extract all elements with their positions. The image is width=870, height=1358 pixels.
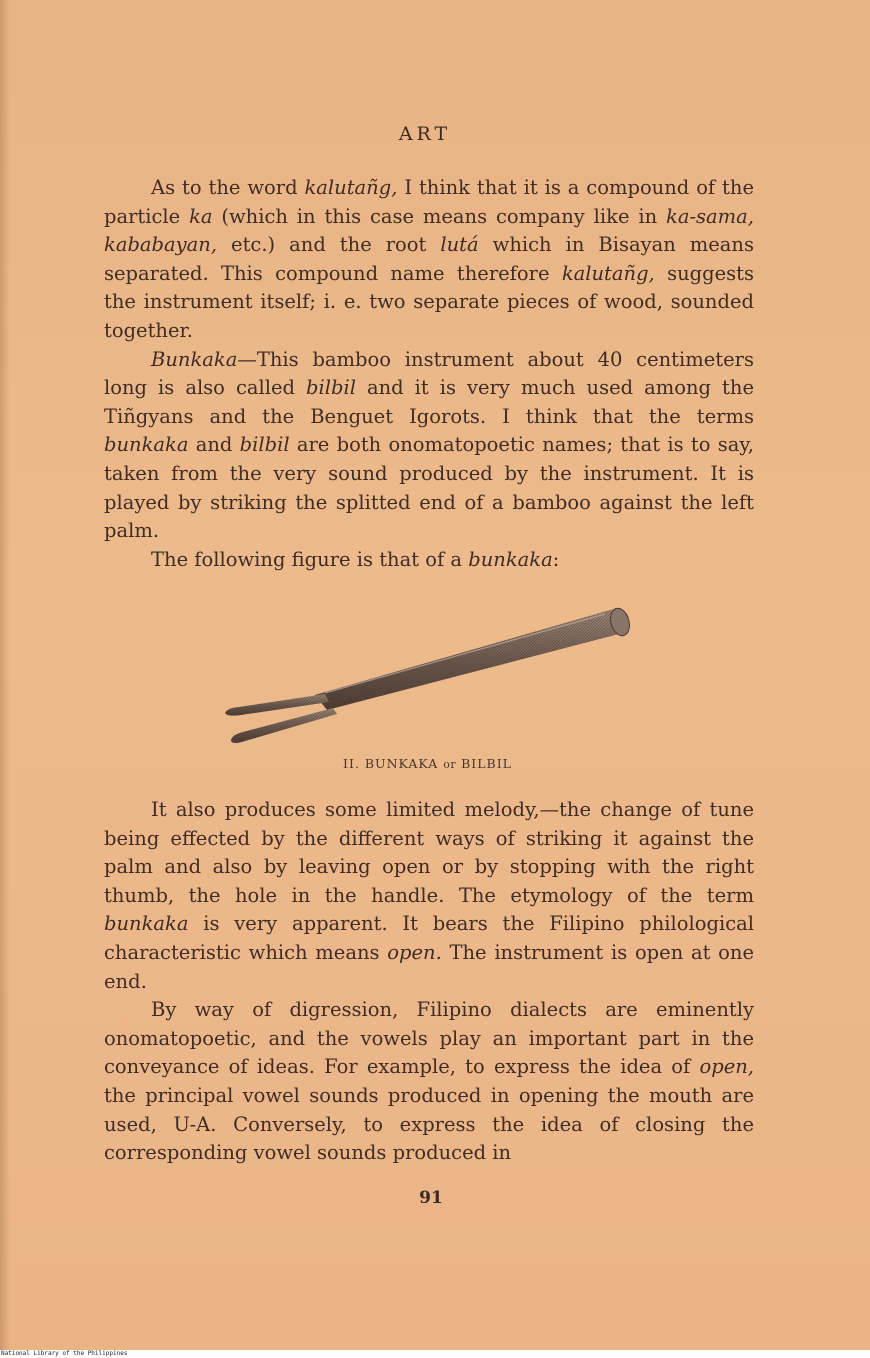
bamboo-tube <box>225 606 633 743</box>
text-block-top <box>104 174 754 574</box>
figure-caption <box>0 756 855 771</box>
italic-term: bunkaka <box>104 912 189 936</box>
italic-term: bilbil <box>306 376 356 400</box>
italic-term: bunkaka <box>104 433 189 457</box>
text-run: is very apparent. It bears the Filipino philological characteristic which means <box>104 912 754 964</box>
text-run: suggests the instrument itself; i. e. two separate pieces of wood, sounded together. <box>104 261 754 342</box>
italic-term: kalutañg, <box>561 261 655 285</box>
italic-term: ka-sama, kababayan, <box>104 204 754 257</box>
text-run: and <box>188 433 240 457</box>
paragraph <box>104 796 754 996</box>
italic-term: ka <box>189 204 213 228</box>
text-run: As to the word <box>151 176 305 199</box>
paragraph <box>104 546 754 575</box>
italic-term: open. <box>387 940 442 964</box>
page-number: 91 <box>419 1188 443 1208</box>
text-run: which in Bisayan means separated. This compound name therefore <box>104 233 754 285</box>
footer-credit: National Library of the Philippines <box>1 1350 128 1357</box>
italic-term: lutá <box>440 233 479 257</box>
text-run: (which in this case means company like in <box>212 204 667 228</box>
text-run: The following figure is that of a <box>151 547 469 571</box>
text-run: and it is very much used among the Tiñgyans and the Benguet Igorots. I think that the terms <box>104 376 754 428</box>
text-run: I think that it is a compound of the particle <box>104 176 754 228</box>
figure-caption-title: II. BUNKAKA <box>343 756 439 771</box>
italic-term: Bunkaka <box>151 347 238 371</box>
italic-term: bunkaka <box>468 547 553 571</box>
bunkaka-figure <box>215 598 635 748</box>
text-run: The instrument is open at one end. <box>104 940 754 993</box>
paragraph <box>104 346 754 546</box>
text-run: By way of digression, Filipino dialects are eminently onomatopoetic, and the vowels play an important part in the conveyance of ideas. For example, to express the idea of <box>104 998 754 1079</box>
italic-term: bilbil <box>239 433 290 457</box>
figure-caption-alt-name: BILBIL <box>461 756 512 771</box>
text-run: It also produces some limited melody,—the change of tune being effected by the different ways of striking it against the palm and also by leaving open or by stopping with the right thumb, the hole in the handle. The etymology of the term <box>104 798 754 907</box>
text-block-bottom <box>104 796 754 1168</box>
paragraph <box>104 174 754 346</box>
figure-caption-conjunction: or <box>443 758 457 771</box>
text-run: : <box>552 547 560 571</box>
text-run: etc.) and the root <box>217 233 441 257</box>
text-run: are both onomatopoetic names; that is to say, taken from the very sound produced by the instrument. It is played by striking the splitted end of a bamboo against the left palm. <box>104 433 754 543</box>
paragraph <box>104 996 754 1168</box>
page-binding-shadow <box>0 0 10 1350</box>
italic-term: kalutañg, <box>304 176 398 199</box>
text-run: —This bamboo instrument about 40 centimeters long is also called <box>104 347 754 400</box>
running-head: ART <box>398 123 452 145</box>
italic-term: open, <box>699 1055 754 1079</box>
text-run: the principal vowel sounds produced in opening the mouth are used, U-A. Conversely, to express the idea of closing the corresponding vowel sounds produced in <box>104 1083 754 1165</box>
